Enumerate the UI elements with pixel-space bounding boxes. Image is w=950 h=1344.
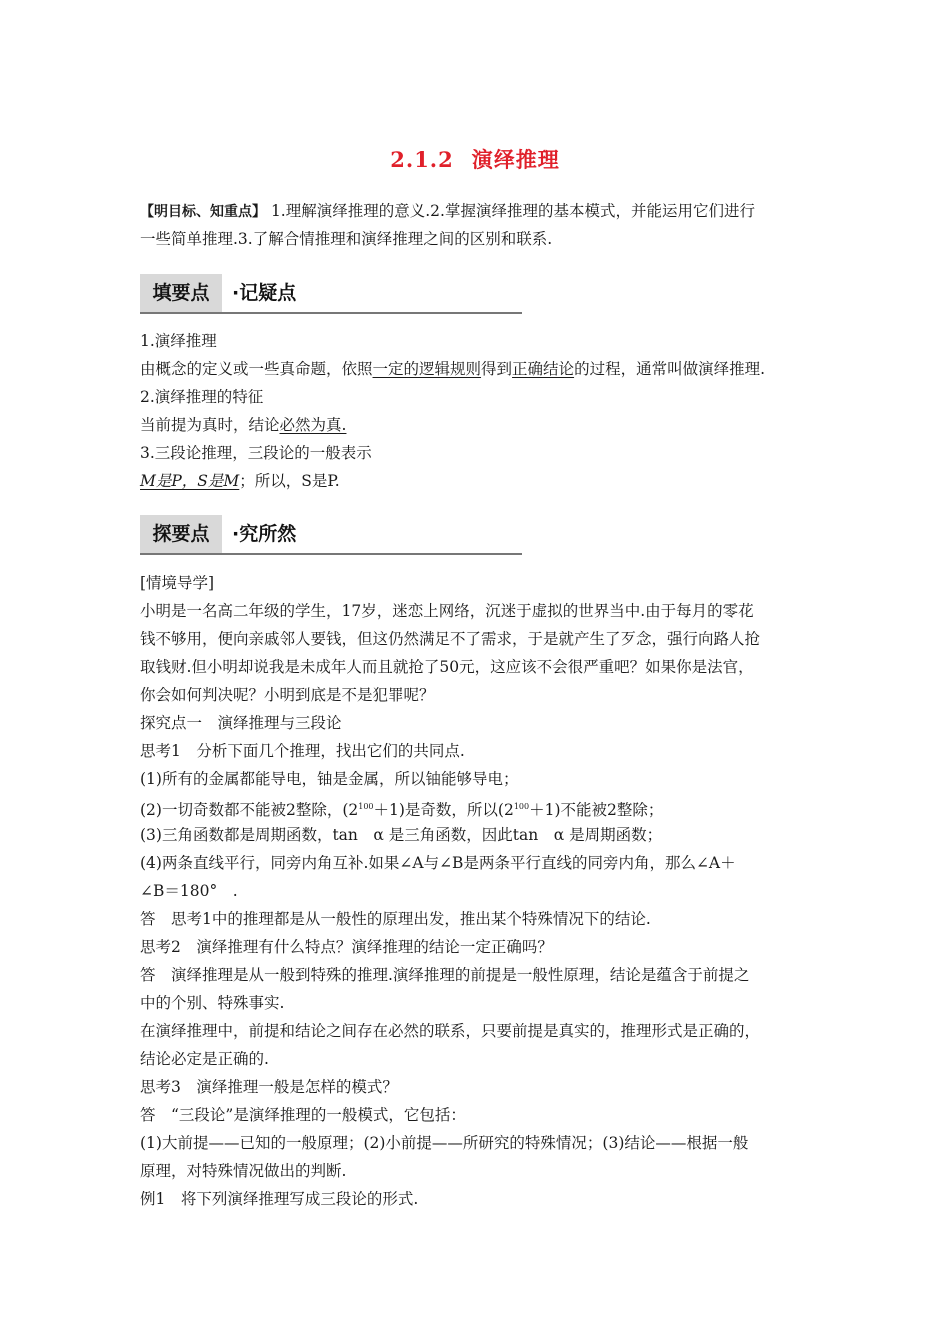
text-run: ＋1)是奇数，所以(2 xyxy=(373,801,514,819)
text-run: 由概念的定义或一些真命题，依照 xyxy=(140,360,373,378)
intro-line-2: 钱不够用，便向亲戚邻人要钱，但这仍然满足不了需求，于是就产生了歹念，强行向路人抢 xyxy=(140,630,761,648)
answer-1: 答 思考1中的推理都是从一般性的原理出发，推出某个特殊情况下的结论. xyxy=(140,910,651,928)
text-run: (2)一切奇数都不能被2整除，(2 xyxy=(140,801,359,819)
blank-answer: 正确结论 xyxy=(512,360,575,378)
explore-point-1: 探究点一 演绎推理与三段论 xyxy=(140,714,342,732)
think-1: 思考1 分析下面几个推理，找出它们的共同点. xyxy=(140,742,465,760)
objectives-tag: 【明目标、知重点】 xyxy=(140,204,266,220)
premise-2 xyxy=(140,797,663,820)
premise-3: (3)三角函数都是周期函数，tan α 是三角函数，因此tan α 是周期函数； xyxy=(140,826,663,844)
section-header-fill xyxy=(140,274,522,314)
premise-1: (1)所有的金属都能导电，铀是金属，所以铀能够导电； xyxy=(140,770,519,788)
answer-2a: 答 演绎推理是从一般到特殊的推理.演绎推理的前提是一般性原理，结论是蕴含于前提之 xyxy=(140,966,750,984)
objectives-text-1: 1.理解演绎推理的意义.2.掌握演绎推理的基本模式，并能运用它们进行 xyxy=(270,202,755,220)
fill-item1-body xyxy=(140,359,765,379)
blank-answer: M是P，S是M xyxy=(140,472,240,490)
section-box-label: 探要点 xyxy=(140,515,222,553)
fill-item3-title: 3.三段论推理，三段论的一般表示 xyxy=(140,444,372,462)
think-2: 思考2 演绎推理有什么特点？演绎推理的结论一定正确吗？ xyxy=(140,938,553,956)
page-title xyxy=(0,144,950,174)
section-header-explore xyxy=(140,515,522,555)
intro-line-1: 小明是一名高二年级的学生，17岁，迷恋上网络，沉迷于虚拟的世界当中.由于每月的零花 xyxy=(140,602,754,620)
answer-2c: 在演绎推理中，前提和结论之间存在必然的联系，只要前提是真实的，推理形式是正确的， xyxy=(140,1022,761,1040)
intro-line-3: 取钱财.但小明却说我是未成年人而且就抢了50元，这应该不会很严重吧？如果你是法官， xyxy=(140,658,754,676)
objectives-line-1 xyxy=(140,201,755,222)
text-run: ；所以，S是P. xyxy=(239,472,340,490)
exponent: 100 xyxy=(358,802,374,811)
text-run: 得到 xyxy=(481,360,513,378)
blank-answer: 必然为真. xyxy=(279,416,347,434)
fill-item3-body xyxy=(140,471,340,491)
text-run: ＋1)不能被2整除； xyxy=(529,801,664,819)
intro-line-4: 你会如何判决呢？小明到底是不是犯罪呢？ xyxy=(140,686,435,704)
text-run: 当前提为真时，结论 xyxy=(140,416,280,434)
answer-2b: 中的个别、特殊事实. xyxy=(140,994,285,1012)
section-subtitle: ·记疑点 xyxy=(232,282,297,304)
text-run: 的过程，通常叫做演绎推理. xyxy=(574,360,765,378)
example-1: 例1 将下列演绎推理写成三段论的形式. xyxy=(140,1190,419,1208)
section-subtitle: ·究所然 xyxy=(232,523,297,545)
intro-tag: [情境导学] xyxy=(140,574,215,592)
answer-3: 答 “三段论”是演绎推理的一般模式，它包括： xyxy=(140,1106,466,1124)
fill-item2-body xyxy=(140,415,346,435)
answer-3c: 原理，对特殊情况做出的判断. xyxy=(140,1162,347,1180)
premise-4a: (4)两条直线平行，同旁内角互补.如果∠A与∠B是两条平行直线的同旁内角，那么∠A＋ xyxy=(140,854,736,872)
think-3: 思考3 演绎推理一般是怎样的模式？ xyxy=(140,1078,398,1096)
fill-item2-title: 2.演绎推理的特征 xyxy=(140,388,264,406)
premise-4b: ∠B＝180° . xyxy=(140,882,238,900)
answer-3b: (1)大前提——已知的一般原理；(2)小前提——所研究的特殊情况；(3)结论——根据一般 xyxy=(140,1134,749,1152)
fill-item1-title: 1.演绎推理 xyxy=(140,332,217,350)
title-number: 2.1.2 xyxy=(390,147,454,172)
exponent: 100 xyxy=(513,802,530,811)
objectives-line-2: 一些简单推理.3.了解合情推理和演绎推理之间的区别和联系. xyxy=(140,230,553,248)
answer-2d: 结论必定是正确的. xyxy=(140,1050,269,1068)
blank-answer: 一定的逻辑规则 xyxy=(372,360,482,378)
section-box-label: 填要点 xyxy=(140,274,222,312)
title-name: 演绎推理 xyxy=(471,147,560,172)
